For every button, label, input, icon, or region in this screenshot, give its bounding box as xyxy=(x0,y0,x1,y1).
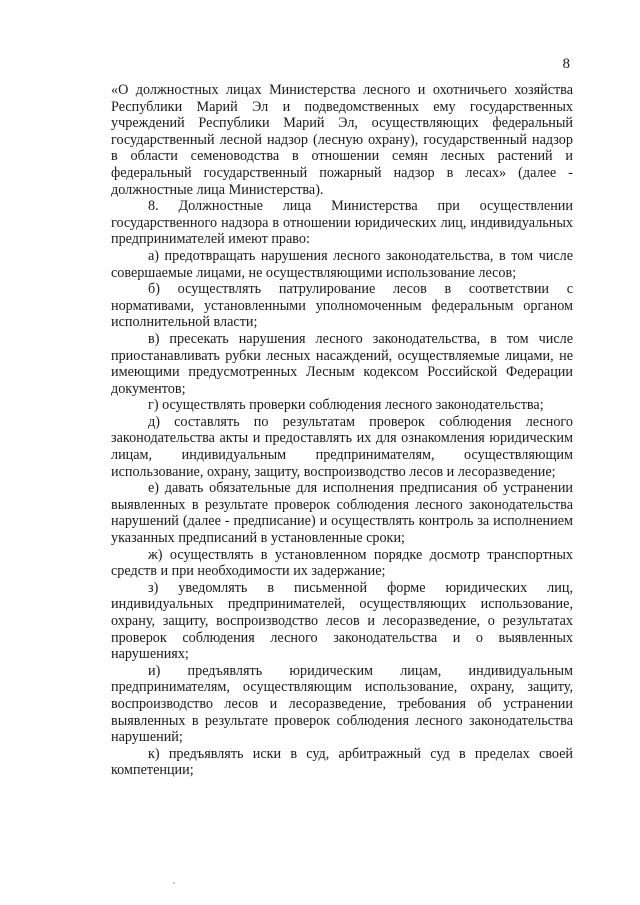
paragraph-section-8: 8. Должностные лица Министерства при осуществлении государственного надзора в отношении юридических лиц, индивидуальных предпринимателей имеют право: xyxy=(111,198,573,248)
paragraph-item-i: и) предъявлять юридическим лицам, индивидуальным предпринимателям, осуществляющим использование, охрану, защиту, воспроизводство лесов и лесоразведение, требования об устранении выявленных в результате проверок соблюдения лесного законодательства нарушений; xyxy=(111,662,573,746)
paragraph-item-k: к) предъявлять иски в суд, арбитражный суд в пределах своей компетенции; xyxy=(111,745,573,779)
paragraph-item-e: е) давать обязательные для исполнения предписания об устранении выявленных в результате проверок соблюдения лесного законодательства нарушений (далее - предписание) и осуществлять контроль за исполнением указанных предписаний в установленные сроки; xyxy=(111,480,573,547)
paragraph-item-g: г) осуществлять проверки соблюдения лесного законодательства; xyxy=(148,397,544,414)
paragraph-item-d: д) составлять по результатам проверок соблюдения лесного законодательства акты и предоставлять их для ознакомления юридическим лицам, индивидуальным предпринимателям, осуществляющим использование, охрану, защиту, воспроизводство лесов и лесоразведение; xyxy=(111,413,573,480)
document-body xyxy=(111,82,573,779)
paragraph-item-z: з) уведомлять в письменной форме юридических лиц, индивидуальных предпринимателей, осуществляющих использование, охрану, защиту, воспроизводство лесов и лесоразведение, о результатах проверок соблюдения лесного законодательства и о выявленных нарушениях; xyxy=(111,579,573,663)
paragraph-document-title-continuation: «О должностных лицах Министерства лесного и охотничьего хозяйства Республики Марий Эл и подведомственных ему государственных учреждений Республики Марий Эл, осуществляющих федеральный государственный лесной надзор (лесную охрану), государственный надзор в области семеноводства в отношении семян лесных растений и федеральный государственный пожарный надзор в лесах» (далее - должностные лица Министерства). xyxy=(111,82,573,198)
scan-speck xyxy=(173,882,175,884)
page-number: 8 xyxy=(562,56,570,72)
paragraph-item-v: в) пресекать нарушения лесного законодательства, в том числе приостанавливать рубки лесных насаждений, осуществляемые лицами, не имеющими предусмотренных Лесным кодексом Российской Федерации документов; xyxy=(111,330,573,397)
paragraph-item-zh: ж) осуществлять в установленном порядке досмотр транспортных средств и при необходимости их задержание; xyxy=(111,546,573,580)
paragraph-item-b: б) осуществлять патрулирование лесов в соответствии с нормативами, установленными уполномоченным федеральным органом исполнительной власти; xyxy=(111,281,573,331)
paragraph-item-a: а) предотвращать нарушения лесного законодательства, в том числе совершаемые лицами, не осуществляющими использование лесов; xyxy=(111,247,573,281)
